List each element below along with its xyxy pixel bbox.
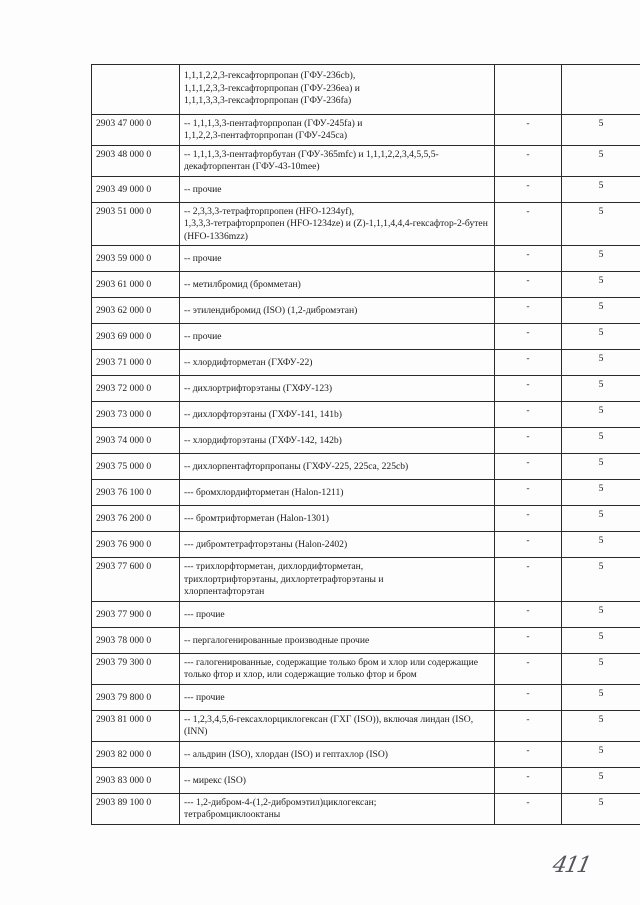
column-4-cell: 5: [562, 767, 640, 793]
description-cell: -- мирекс (ISO): [180, 767, 495, 793]
table-row: [92, 710, 640, 741]
tariff-code-cell: 2903 72 000 0: [92, 376, 180, 402]
description-cell: -- хлордифторэтаны (ГХФУ-142, 142b): [180, 428, 495, 454]
tariff-code-cell: 2903 47 000 0: [92, 114, 180, 145]
tariff-code-cell: 2903 76 100 0: [92, 480, 180, 506]
column-4-cell: 5: [562, 376, 640, 402]
column-3-cell: -: [495, 298, 562, 324]
description-cell: -- дихлортрифторэтаны (ГХФУ-123): [180, 376, 495, 402]
tariff-code-cell: 2903 76 200 0: [92, 506, 180, 532]
tariff-code-cell: 2903 62 000 0: [92, 298, 180, 324]
tariff-code-cell: 2903 51 000 0: [92, 202, 180, 246]
tariff-code-cell: [92, 65, 180, 115]
table-row: [92, 653, 640, 684]
description-cell: --- трихлорфторметан, дихлордифторметан, трихлортрифторэтаны, дихлортетрафторэтаны и хлорпентафторэтан: [180, 558, 495, 602]
tariff-code-cell: 2903 79 800 0: [92, 684, 180, 710]
column-3-cell: -: [495, 601, 562, 627]
column-3-cell: -: [495, 558, 562, 602]
column-3-cell: -: [495, 793, 562, 824]
table-row: [92, 176, 640, 202]
tariff-code-cell: 2903 81 000 0: [92, 710, 180, 741]
tariff-code-cell: 2903 74 000 0: [92, 428, 180, 454]
column-4-cell: 5: [562, 272, 640, 298]
tariff-code-cell: 2903 75 000 0: [92, 454, 180, 480]
description-cell: -- хлордифторметан (ГХФУ-22): [180, 350, 495, 376]
table-row: [92, 684, 640, 710]
column-3-cell: -: [495, 454, 562, 480]
tariff-code-cell: 2903 59 000 0: [92, 246, 180, 272]
column-4-cell: 5: [562, 741, 640, 767]
table-row: [92, 350, 640, 376]
table-row: [92, 402, 640, 428]
description-cell: -- прочие: [180, 176, 495, 202]
column-4-cell: 5: [562, 428, 640, 454]
tariff-code-cell: 2903 71 000 0: [92, 350, 180, 376]
column-4-cell: 5: [562, 350, 640, 376]
tariff-code-cell: 2903 69 000 0: [92, 324, 180, 350]
table-row: [92, 454, 640, 480]
column-3-cell: -: [495, 684, 562, 710]
table-row: [92, 272, 640, 298]
table-body: [92, 65, 640, 825]
table-row: [92, 65, 640, 115]
column-3-cell: -: [495, 376, 562, 402]
table-row: [92, 627, 640, 653]
description-cell: -- 1,1,1,3,3-пентафторбутан (ГФУ-365mfc) и 1,1,1,2,2,3,4,5,5,5-декафторпентан (ГФУ-43-10mee): [180, 145, 495, 176]
description-cell: --- галогенированные, содержащие только бром и хлор или содержащие только фтор и хлор, или содержащие только фтор и бром: [180, 653, 495, 684]
description-cell: --- дибромтетрафторэтаны (Halon-2402): [180, 532, 495, 558]
column-3-cell: -: [495, 480, 562, 506]
tariff-table: [91, 64, 640, 825]
column-3-cell: -: [495, 114, 562, 145]
column-3-cell: -: [495, 202, 562, 246]
tariff-code-cell: 2903 49 000 0: [92, 176, 180, 202]
column-4-cell: 5: [562, 402, 640, 428]
column-4-cell: 5: [562, 601, 640, 627]
column-3-cell: -: [495, 272, 562, 298]
column-4-cell: 5: [562, 202, 640, 246]
column-3-cell: -: [495, 767, 562, 793]
column-4-cell: 5: [562, 793, 640, 824]
table-row: [92, 324, 640, 350]
tariff-code-cell: 2903 61 000 0: [92, 272, 180, 298]
table-row: [92, 376, 640, 402]
table-row: [92, 246, 640, 272]
description-cell: -- этилендибромид (ISO) (1,2-дибромэтан): [180, 298, 495, 324]
table-row: [92, 532, 640, 558]
table-row: [92, 114, 640, 145]
column-4-cell: 5: [562, 454, 640, 480]
description-cell: -- прочие: [180, 324, 495, 350]
tariff-code-cell: 2903 79 300 0: [92, 653, 180, 684]
column-4-cell: [562, 65, 640, 115]
column-4-cell: 5: [562, 684, 640, 710]
column-4-cell: 5: [562, 298, 640, 324]
table-row: [92, 145, 640, 176]
tariff-code-cell: 2903 73 000 0: [92, 402, 180, 428]
tariff-code-cell: 2903 76 900 0: [92, 532, 180, 558]
tariff-code-cell: 2903 82 000 0: [92, 741, 180, 767]
column-3-cell: -: [495, 741, 562, 767]
column-4-cell: 5: [562, 145, 640, 176]
tariff-code-cell: 2903 89 100 0: [92, 793, 180, 824]
table-row: [92, 767, 640, 793]
description-cell: 1,1,1,2,2,3-гексафторпропан (ГФУ-236cb), 1,1,1,2,3,3-гексафторпропан (ГФУ-236ea) и 1,1,1,3,3,3-гексафторпропан (ГФУ-236fa): [180, 65, 495, 115]
column-4-cell: 5: [562, 627, 640, 653]
column-4-cell: 5: [562, 506, 640, 532]
column-4-cell: 5: [562, 324, 640, 350]
table-row: [92, 298, 640, 324]
tariff-code-cell: 2903 77 600 0: [92, 558, 180, 602]
column-3-cell: -: [495, 350, 562, 376]
description-cell: -- 1,1,1,3,3-пентафторпропан (ГФУ-245fa) и 1,1,2,2,3-пентафторпропан (ГФУ-245ca): [180, 114, 495, 145]
description-cell: --- прочие: [180, 684, 495, 710]
column-3-cell: -: [495, 402, 562, 428]
table-row: [92, 202, 640, 246]
description-cell: -- 1,2,3,4,5,6-гексахлорциклогексан (ГХГ (ISO)), включая линдан (ISO, (INN): [180, 710, 495, 741]
tariff-code-cell: 2903 83 000 0: [92, 767, 180, 793]
column-4-cell: 5: [562, 558, 640, 602]
table-row: [92, 506, 640, 532]
description-cell: -- дихлорфторэтаны (ГХФУ-141, 141b): [180, 402, 495, 428]
column-4-cell: 5: [562, 176, 640, 202]
column-4-cell: 5: [562, 480, 640, 506]
column-4-cell: 5: [562, 653, 640, 684]
column-3-cell: -: [495, 506, 562, 532]
column-3-cell: -: [495, 428, 562, 454]
table-row: [92, 601, 640, 627]
handwritten-page-number: 411: [550, 853, 592, 878]
tariff-code-cell: 2903 77 900 0: [92, 601, 180, 627]
table-row: [92, 793, 640, 824]
description-cell: -- прочие: [180, 246, 495, 272]
column-4-cell: 5: [562, 114, 640, 145]
column-3-cell: -: [495, 653, 562, 684]
column-3-cell: -: [495, 324, 562, 350]
description-cell: --- бромхлордифторметан (Halon-1211): [180, 480, 495, 506]
tariff-code-cell: 2903 48 000 0: [92, 145, 180, 176]
column-4-cell: 5: [562, 710, 640, 741]
column-3-cell: -: [495, 246, 562, 272]
description-cell: -- метилбромид (бромметан): [180, 272, 495, 298]
description-cell: -- дихлорпентафторпропаны (ГХФУ-225, 225ca, 225cb): [180, 454, 495, 480]
column-4-cell: 5: [562, 532, 640, 558]
column-3-cell: -: [495, 532, 562, 558]
description-cell: --- бромтрифторметан (Halon-1301): [180, 506, 495, 532]
description-cell: -- 2,3,3,3-тетрафторпропен (HFO-1234yf), 1,3,3,3-тетрафторпропен (HFO-1234ze) и (Z)-1,1,1,4,4,4-гексафтор-2-бутен (HFO-1336mzz): [180, 202, 495, 246]
column-3-cell: [495, 65, 562, 115]
table-row: [92, 428, 640, 454]
tariff-code-cell: 2903 78 000 0: [92, 627, 180, 653]
table-row: [92, 741, 640, 767]
description-cell: -- пергалогенированные производные прочие: [180, 627, 495, 653]
column-3-cell: -: [495, 145, 562, 176]
table-row: [92, 480, 640, 506]
column-3-cell: -: [495, 176, 562, 202]
column-3-cell: -: [495, 710, 562, 741]
description-cell: -- альдрин (ISO), хлордан (ISO) и гептахлор (ISO): [180, 741, 495, 767]
description-cell: --- 1,2-дибром-4-(1,2-дибромэтил)циклогексан; тетрабромциклооктаны: [180, 793, 495, 824]
column-3-cell: -: [495, 627, 562, 653]
column-4-cell: 5: [562, 246, 640, 272]
description-cell: --- прочие: [180, 601, 495, 627]
table-row: [92, 558, 640, 602]
